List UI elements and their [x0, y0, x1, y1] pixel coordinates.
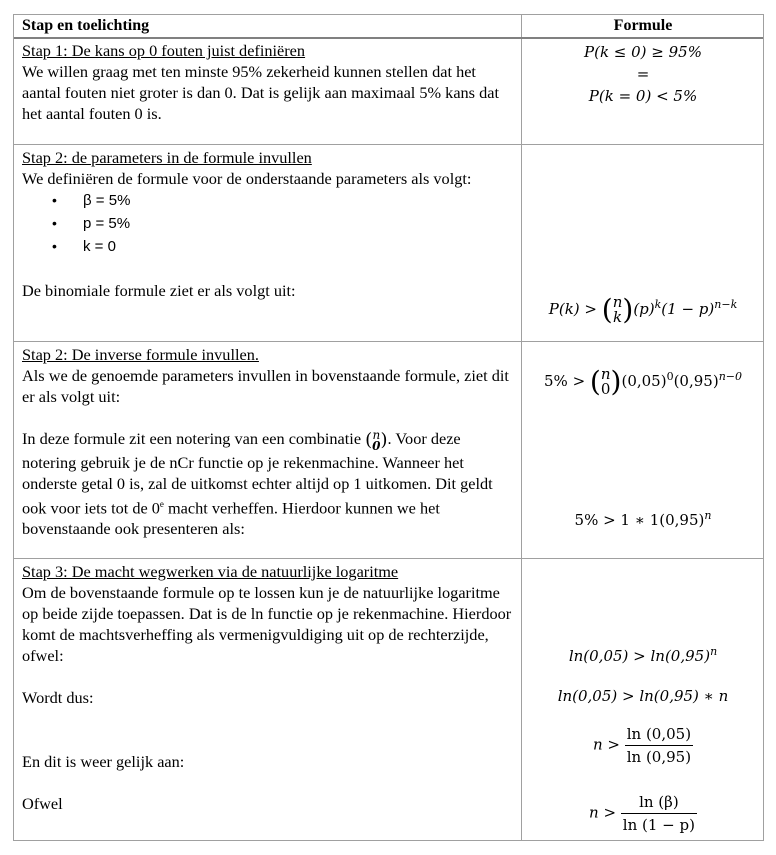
formula-line: = [636, 65, 650, 83]
step-text: We willen graag met ten minste 95% zekerheid kunnen stellen dat het aantal fouten niet groter is dan 0. Dat is gelijk aan maximaal 5% kans dat het aantal fouten 0 is. [22, 62, 499, 123]
formula-exponent: n−k [714, 298, 738, 311]
step-title: Stap 2: De inverse formule invullen. [22, 345, 259, 364]
step-title: Stap 1: De kans op 0 fouten juist definiëren [22, 41, 306, 60]
parameter-item: • p = 5% [22, 212, 517, 235]
fraction [625, 725, 693, 766]
fraction-numerator: ln (β) [621, 793, 697, 814]
row-1-formula [522, 41, 764, 107]
binom-bottom: 0 [600, 380, 611, 398]
row-3-formula-2 [522, 509, 764, 529]
row-4-formula-1 [522, 645, 764, 665]
header-step: Stap en toelichting [22, 17, 150, 34]
binom-top: n [612, 293, 623, 311]
formula-lhs: 5% > [544, 372, 586, 390]
row-4-formula-2 [522, 687, 764, 705]
column-divider [521, 15, 522, 840]
formula-term: (0,05) [621, 372, 667, 390]
formula-text: ln(0,05) > ln(0,95) ∗ n [557, 687, 729, 705]
binom-bottom: 0 [372, 438, 381, 453]
step-title: Stap 2: de parameters in de formule invullen [22, 148, 312, 167]
step-title: Stap 3: De macht wegwerken via de natuurlijke logaritme [22, 562, 399, 581]
row-4-explanation [22, 561, 517, 814]
binomial-coefficient: (n k) [601, 293, 634, 326]
row-divider [14, 144, 763, 145]
row-3-formula-1 [522, 367, 764, 397]
header-formula: Formule [613, 17, 673, 34]
step-text: Om de bovenstaande formule op te lossen kun je de natuurlijke logaritme op beide zijde toepassen. Dat is de ln functie op je rekenmachine. Hierdoor komt de machtsverheffing als vermenigvuldiging uit op de rechterzijde, ofwel: [22, 583, 512, 665]
combination-notation: (n 0) [365, 427, 388, 453]
formula-text: ln(0,05) > ln(0,95) [568, 647, 711, 665]
step-label: Ofwel [22, 794, 63, 813]
formula-term: (0,95) [673, 372, 719, 390]
step-text-2: De binomiale formule ziet er als volgt uit: [22, 281, 296, 300]
steps-table [13, 14, 764, 841]
binom-top: n [372, 427, 381, 442]
superscript: e [159, 498, 164, 509]
step-label: Wordt dus: [22, 688, 94, 707]
parameter-item: • k = 0 [22, 235, 517, 258]
formula-exponent: k [654, 298, 662, 311]
step-text: Als we de genoemde parameters invullen in bovenstaande formule, ziet dit er als volgt uit: [22, 366, 509, 406]
formula-exponent: n−0 [718, 370, 742, 383]
binom-bottom: k [612, 308, 623, 326]
step-text: We definiëren de formule voor de onderstaande parameters als volgt: [22, 169, 472, 188]
formula-text: 5% > 1 ∗ 1(0,95) [574, 511, 705, 529]
row-1-explanation [22, 40, 517, 124]
formula-exponent: 0 [666, 370, 674, 383]
formula-term: (p) [633, 300, 655, 318]
row-divider [14, 341, 763, 342]
formula-line: P(k ≤ 0) ≥ 95% [584, 43, 702, 61]
parameter-list [22, 189, 517, 258]
formula-line: P(k = 0) < 5% [588, 87, 698, 105]
parameter-item: • β = 5% [22, 189, 517, 212]
formula-lhs: n > [589, 803, 617, 822]
text-segment: In deze formule zit een notering van een combinatie [22, 429, 362, 448]
header-divider [14, 37, 763, 39]
binomial-coefficient: (n 0) [589, 365, 622, 398]
fraction-denominator: ln (1 − p) [622, 816, 695, 834]
fraction [621, 793, 697, 834]
row-4-formula-4 [522, 793, 764, 834]
text-segment: macht verheffen. Hierdoor kunnen we het bovenstaande ook presenteren als: [22, 497, 440, 538]
fraction-numerator: ln (0,05) [625, 725, 693, 746]
binom-top: n [600, 365, 611, 383]
formula-exponent: n [704, 509, 712, 522]
formula-term: (1 − p) [661, 300, 715, 318]
row-2-explanation [22, 147, 517, 301]
step-text-2 [22, 428, 517, 539]
formula-lhs: P(k) > [548, 300, 597, 318]
row-divider [14, 558, 763, 559]
formula-exponent: n [710, 645, 718, 658]
text-segment: . Voor deze notering gebruik je de nCr functie op je rekenmachine. Wanneer het onderste getal 0 is, zal de uitkomst echter altijd op 1 uitkomen. Dit geldt ook voor iets tot de 0 [22, 429, 493, 517]
row-4-formula-3 [522, 725, 764, 766]
row-3-explanation [22, 344, 517, 539]
row-2-formula [522, 295, 764, 325]
fraction-denominator: ln (0,95) [626, 748, 692, 766]
step-label: En dit is weer gelijk aan: [22, 752, 185, 771]
formula-lhs: n > [592, 735, 620, 754]
